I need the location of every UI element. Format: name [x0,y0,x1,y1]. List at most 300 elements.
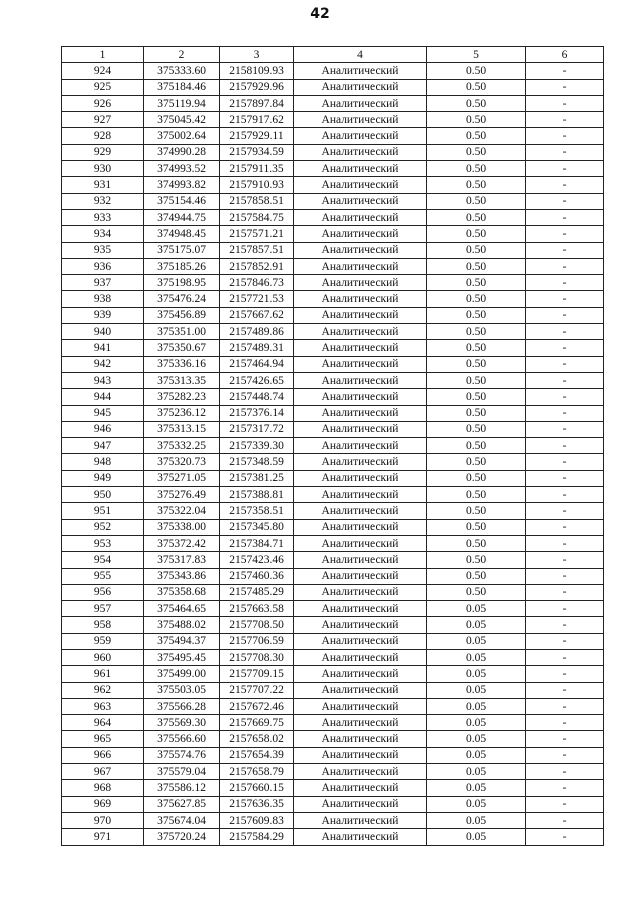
table-body [62,63,604,845]
y-coordinate-cell: 2157464.94 [220,356,294,372]
point-number-cell: 930 [62,161,144,177]
y-coordinate-cell: 2157448.74 [220,389,294,405]
point-number-cell: 967 [62,764,144,780]
point-number-cell: 935 [62,242,144,258]
method-cell: Аналитический [294,193,427,209]
y-coordinate-cell: 2157669.75 [220,715,294,731]
y-coordinate-cell: 2157584.75 [220,209,294,225]
x-coordinate-cell: 375119.94 [144,95,220,111]
accuracy-cell: 0.05 [427,666,526,682]
point-number-cell: 933 [62,209,144,225]
method-cell: Аналитический [294,764,427,780]
note-cell: - [526,356,604,372]
accuracy-cell: 0.50 [427,161,526,177]
note-cell: - [526,193,604,209]
note-cell: - [526,535,604,551]
table-row [62,698,604,714]
x-coordinate-cell: 375276.49 [144,487,220,503]
note-cell: - [526,617,604,633]
y-coordinate-cell: 2157384.71 [220,535,294,551]
method-cell: Аналитический [294,535,427,551]
column-header-5: 5 [427,47,526,63]
accuracy-cell: 0.05 [427,780,526,796]
note-cell: - [526,829,604,845]
note-cell: - [526,177,604,193]
point-number-cell: 942 [62,356,144,372]
accuracy-cell: 0.05 [427,796,526,812]
y-coordinate-cell: 2158109.93 [220,63,294,79]
y-coordinate-cell: 2157339.30 [220,438,294,454]
y-coordinate-cell: 2157489.31 [220,340,294,356]
accuracy-cell: 0.50 [427,226,526,242]
table-row [62,829,604,845]
column-header-4: 4 [294,47,427,63]
accuracy-cell: 0.05 [427,617,526,633]
method-cell: Аналитический [294,503,427,519]
method-cell: Аналитический [294,731,427,747]
x-coordinate-cell: 375720.24 [144,829,220,845]
coordinates-table [61,46,604,846]
point-number-cell: 941 [62,340,144,356]
accuracy-cell: 0.50 [427,552,526,568]
x-coordinate-cell: 374948.45 [144,226,220,242]
table-row [62,307,604,323]
method-cell: Аналитический [294,666,427,682]
note-cell: - [526,275,604,291]
note-cell: - [526,487,604,503]
note-cell: - [526,715,604,731]
note-cell: - [526,812,604,828]
table-row [62,79,604,95]
accuracy-cell: 0.05 [427,731,526,747]
x-coordinate-cell: 375488.02 [144,617,220,633]
y-coordinate-cell: 2157708.50 [220,617,294,633]
y-coordinate-cell: 2157571.21 [220,226,294,242]
table-row [62,161,604,177]
x-coordinate-cell: 375569.30 [144,715,220,731]
note-cell: - [526,79,604,95]
accuracy-cell: 0.50 [427,242,526,258]
table-row [62,324,604,340]
y-coordinate-cell: 2157929.11 [220,128,294,144]
table-row [62,242,604,258]
accuracy-cell: 0.05 [427,715,526,731]
method-cell: Аналитический [294,682,427,698]
point-number-cell: 966 [62,747,144,763]
table-row [62,487,604,503]
accuracy-cell: 0.50 [427,535,526,551]
note-cell: - [526,95,604,111]
method-cell: Аналитический [294,552,427,568]
accuracy-cell: 0.50 [427,340,526,356]
x-coordinate-cell: 375002.64 [144,128,220,144]
y-coordinate-cell: 2157658.02 [220,731,294,747]
method-cell: Аналитический [294,421,427,437]
x-coordinate-cell: 375350.67 [144,340,220,356]
table-row [62,63,604,79]
method-cell: Аналитический [294,307,427,323]
table-row [62,780,604,796]
x-coordinate-cell: 375271.05 [144,470,220,486]
y-coordinate-cell: 2157911.35 [220,161,294,177]
x-coordinate-cell: 375236.12 [144,405,220,421]
x-coordinate-cell: 375198.95 [144,275,220,291]
method-cell: Аналитический [294,519,427,535]
point-number-cell: 963 [62,698,144,714]
point-number-cell: 951 [62,503,144,519]
x-coordinate-cell: 375317.83 [144,552,220,568]
x-coordinate-cell: 375343.86 [144,568,220,584]
y-coordinate-cell: 2157654.39 [220,747,294,763]
y-coordinate-cell: 2157660.15 [220,780,294,796]
y-coordinate-cell: 2157485.29 [220,584,294,600]
point-number-cell: 956 [62,584,144,600]
point-number-cell: 931 [62,177,144,193]
table-row [62,812,604,828]
x-coordinate-cell: 375336.16 [144,356,220,372]
point-number-cell: 953 [62,535,144,551]
table-row [62,258,604,274]
accuracy-cell: 0.50 [427,324,526,340]
table-row [62,666,604,682]
table-row [62,633,604,649]
accuracy-cell: 0.05 [427,812,526,828]
note-cell: - [526,666,604,682]
table-row [62,356,604,372]
note-cell: - [526,780,604,796]
table-row [62,405,604,421]
method-cell: Аналитический [294,649,427,665]
table-row [62,421,604,437]
accuracy-cell: 0.05 [427,747,526,763]
table-row [62,682,604,698]
table-row [62,209,604,225]
y-coordinate-cell: 2157381.25 [220,470,294,486]
table-row [62,519,604,535]
table-row [62,584,604,600]
note-cell: - [526,389,604,405]
accuracy-cell: 0.05 [427,649,526,665]
accuracy-cell: 0.05 [427,601,526,617]
table-row [62,95,604,111]
method-cell: Аналитический [294,291,427,307]
accuracy-cell: 0.50 [427,438,526,454]
method-cell: Аналитический [294,161,427,177]
point-number-cell: 934 [62,226,144,242]
y-coordinate-cell: 2157376.14 [220,405,294,421]
note-cell: - [526,438,604,454]
y-coordinate-cell: 2157636.35 [220,796,294,812]
x-coordinate-cell: 375476.24 [144,291,220,307]
accuracy-cell: 0.50 [427,128,526,144]
accuracy-cell: 0.50 [427,79,526,95]
method-cell: Аналитический [294,226,427,242]
accuracy-cell: 0.50 [427,584,526,600]
x-coordinate-cell: 375627.85 [144,796,220,812]
point-number-cell: 944 [62,389,144,405]
method-cell: Аналитический [294,275,427,291]
x-coordinate-cell: 375338.00 [144,519,220,535]
note-cell: - [526,584,604,600]
point-number-cell: 959 [62,633,144,649]
y-coordinate-cell: 2157460.36 [220,568,294,584]
accuracy-cell: 0.50 [427,405,526,421]
accuracy-cell: 0.50 [427,258,526,274]
note-cell: - [526,226,604,242]
y-coordinate-cell: 2157852.91 [220,258,294,274]
y-coordinate-cell: 2157358.51 [220,503,294,519]
y-coordinate-cell: 2157388.81 [220,487,294,503]
y-coordinate-cell: 2157348.59 [220,454,294,470]
table-row [62,535,604,551]
note-cell: - [526,747,604,763]
y-coordinate-cell: 2157672.46 [220,698,294,714]
accuracy-cell: 0.50 [427,193,526,209]
accuracy-cell: 0.50 [427,63,526,79]
accuracy-cell: 0.50 [427,454,526,470]
note-cell: - [526,503,604,519]
y-coordinate-cell: 2157929.96 [220,79,294,95]
y-coordinate-cell: 2157489.86 [220,324,294,340]
y-coordinate-cell: 2157426.65 [220,372,294,388]
note-cell: - [526,454,604,470]
table-row [62,649,604,665]
method-cell: Аналитический [294,812,427,828]
accuracy-cell: 0.50 [427,372,526,388]
method-cell: Аналитический [294,372,427,388]
table-header [62,47,604,63]
y-coordinate-cell: 2157584.29 [220,829,294,845]
accuracy-cell: 0.50 [427,389,526,405]
y-coordinate-cell: 2157721.53 [220,291,294,307]
note-cell: - [526,731,604,747]
point-number-cell: 969 [62,796,144,812]
method-cell: Аналитический [294,698,427,714]
accuracy-cell: 0.50 [427,519,526,535]
method-cell: Аналитический [294,177,427,193]
note-cell: - [526,112,604,128]
table-row [62,796,604,812]
table-row [62,177,604,193]
table-row [62,372,604,388]
point-number-cell: 960 [62,649,144,665]
accuracy-cell: 0.50 [427,421,526,437]
note-cell: - [526,405,604,421]
y-coordinate-cell: 2157708.30 [220,649,294,665]
point-number-cell: 971 [62,829,144,845]
note-cell: - [526,764,604,780]
note-cell: - [526,258,604,274]
table-row [62,715,604,731]
x-coordinate-cell: 374993.52 [144,161,220,177]
y-coordinate-cell: 2157706.59 [220,633,294,649]
point-number-cell: 940 [62,324,144,340]
point-number-cell: 937 [62,275,144,291]
y-coordinate-cell: 2157857.51 [220,242,294,258]
x-coordinate-cell: 375045.42 [144,112,220,128]
point-number-cell: 957 [62,601,144,617]
point-number-cell: 938 [62,291,144,307]
method-cell: Аналитический [294,63,427,79]
x-coordinate-cell: 375282.23 [144,389,220,405]
accuracy-cell: 0.50 [427,95,526,111]
table-row [62,112,604,128]
point-number-cell: 928 [62,128,144,144]
y-coordinate-cell: 2157345.80 [220,519,294,535]
note-cell: - [526,128,604,144]
method-cell: Аналитический [294,584,427,600]
accuracy-cell: 0.05 [427,682,526,698]
method-cell: Аналитический [294,601,427,617]
y-coordinate-cell: 2157910.93 [220,177,294,193]
accuracy-cell: 0.50 [427,568,526,584]
page-number: 42 [310,6,330,22]
column-header-1: 1 [62,47,144,63]
point-number-cell: 948 [62,454,144,470]
method-cell: Аналитический [294,829,427,845]
x-coordinate-cell: 375503.05 [144,682,220,698]
method-cell: Аналитический [294,747,427,763]
x-coordinate-cell: 375372.42 [144,535,220,551]
x-coordinate-cell: 375320.73 [144,454,220,470]
accuracy-cell: 0.50 [427,209,526,225]
x-coordinate-cell: 375499.00 [144,666,220,682]
table-row [62,470,604,486]
table-row [62,275,604,291]
note-cell: - [526,340,604,356]
x-coordinate-cell: 375351.00 [144,324,220,340]
point-number-cell: 939 [62,307,144,323]
point-number-cell: 943 [62,372,144,388]
method-cell: Аналитический [294,340,427,356]
accuracy-cell: 0.50 [427,112,526,128]
table-row [62,193,604,209]
point-number-cell: 952 [62,519,144,535]
note-cell: - [526,649,604,665]
method-cell: Аналитический [294,438,427,454]
method-cell: Аналитический [294,454,427,470]
note-cell: - [526,372,604,388]
accuracy-cell: 0.50 [427,487,526,503]
x-coordinate-cell: 375495.45 [144,649,220,665]
method-cell: Аналитический [294,258,427,274]
point-number-cell: 936 [62,258,144,274]
method-cell: Аналитический [294,617,427,633]
x-coordinate-cell: 375586.12 [144,780,220,796]
point-number-cell: 958 [62,617,144,633]
accuracy-cell: 0.50 [427,470,526,486]
note-cell: - [526,601,604,617]
table-row [62,128,604,144]
x-coordinate-cell: 375574.76 [144,747,220,763]
y-coordinate-cell: 2157709.15 [220,666,294,682]
accuracy-cell: 0.50 [427,291,526,307]
table-row [62,340,604,356]
method-cell: Аналитический [294,324,427,340]
note-cell: - [526,470,604,486]
note-cell: - [526,568,604,584]
y-coordinate-cell: 2157917.62 [220,112,294,128]
table-row [62,144,604,160]
point-number-cell: 925 [62,79,144,95]
accuracy-cell: 0.50 [427,356,526,372]
y-coordinate-cell: 2157846.73 [220,275,294,291]
method-cell: Аналитический [294,79,427,95]
y-coordinate-cell: 2157897.84 [220,95,294,111]
note-cell: - [526,519,604,535]
x-coordinate-cell: 375322.04 [144,503,220,519]
x-coordinate-cell: 375579.04 [144,764,220,780]
note-cell: - [526,291,604,307]
point-number-cell: 932 [62,193,144,209]
note-cell: - [526,144,604,160]
accuracy-cell: 0.50 [427,275,526,291]
point-number-cell: 962 [62,682,144,698]
y-coordinate-cell: 2157667.62 [220,307,294,323]
table-row [62,568,604,584]
x-coordinate-cell: 375333.60 [144,63,220,79]
point-number-cell: 924 [62,63,144,79]
note-cell: - [526,698,604,714]
table-row [62,291,604,307]
accuracy-cell: 0.05 [427,764,526,780]
note-cell: - [526,63,604,79]
accuracy-cell: 0.05 [427,698,526,714]
note-cell: - [526,682,604,698]
method-cell: Аналитический [294,112,427,128]
method-cell: Аналитический [294,568,427,584]
point-number-cell: 954 [62,552,144,568]
table-row [62,438,604,454]
point-number-cell: 946 [62,421,144,437]
y-coordinate-cell: 2157934.59 [220,144,294,160]
x-coordinate-cell: 375313.15 [144,421,220,437]
method-cell: Аналитический [294,715,427,731]
accuracy-cell: 0.05 [427,829,526,845]
x-coordinate-cell: 375332.25 [144,438,220,454]
x-coordinate-cell: 375566.60 [144,731,220,747]
method-cell: Аналитический [294,389,427,405]
table-row [62,552,604,568]
x-coordinate-cell: 375154.46 [144,193,220,209]
point-number-cell: 955 [62,568,144,584]
method-cell: Аналитический [294,633,427,649]
point-number-cell: 968 [62,780,144,796]
x-coordinate-cell: 375566.28 [144,698,220,714]
x-coordinate-cell: 374993.82 [144,177,220,193]
note-cell: - [526,324,604,340]
table-row [62,503,604,519]
point-number-cell: 945 [62,405,144,421]
method-cell: Аналитический [294,470,427,486]
method-cell: Аналитический [294,128,427,144]
x-coordinate-cell: 375674.04 [144,812,220,828]
x-coordinate-cell: 375358.68 [144,584,220,600]
point-number-cell: 965 [62,731,144,747]
method-cell: Аналитический [294,242,427,258]
note-cell: - [526,552,604,568]
accuracy-cell: 0.50 [427,144,526,160]
method-cell: Аналитический [294,209,427,225]
y-coordinate-cell: 2157858.51 [220,193,294,209]
method-cell: Аналитический [294,796,427,812]
table-header-row [62,47,604,63]
method-cell: Аналитический [294,356,427,372]
y-coordinate-cell: 2157609.83 [220,812,294,828]
point-number-cell: 927 [62,112,144,128]
column-header-3: 3 [220,47,294,63]
note-cell: - [526,161,604,177]
